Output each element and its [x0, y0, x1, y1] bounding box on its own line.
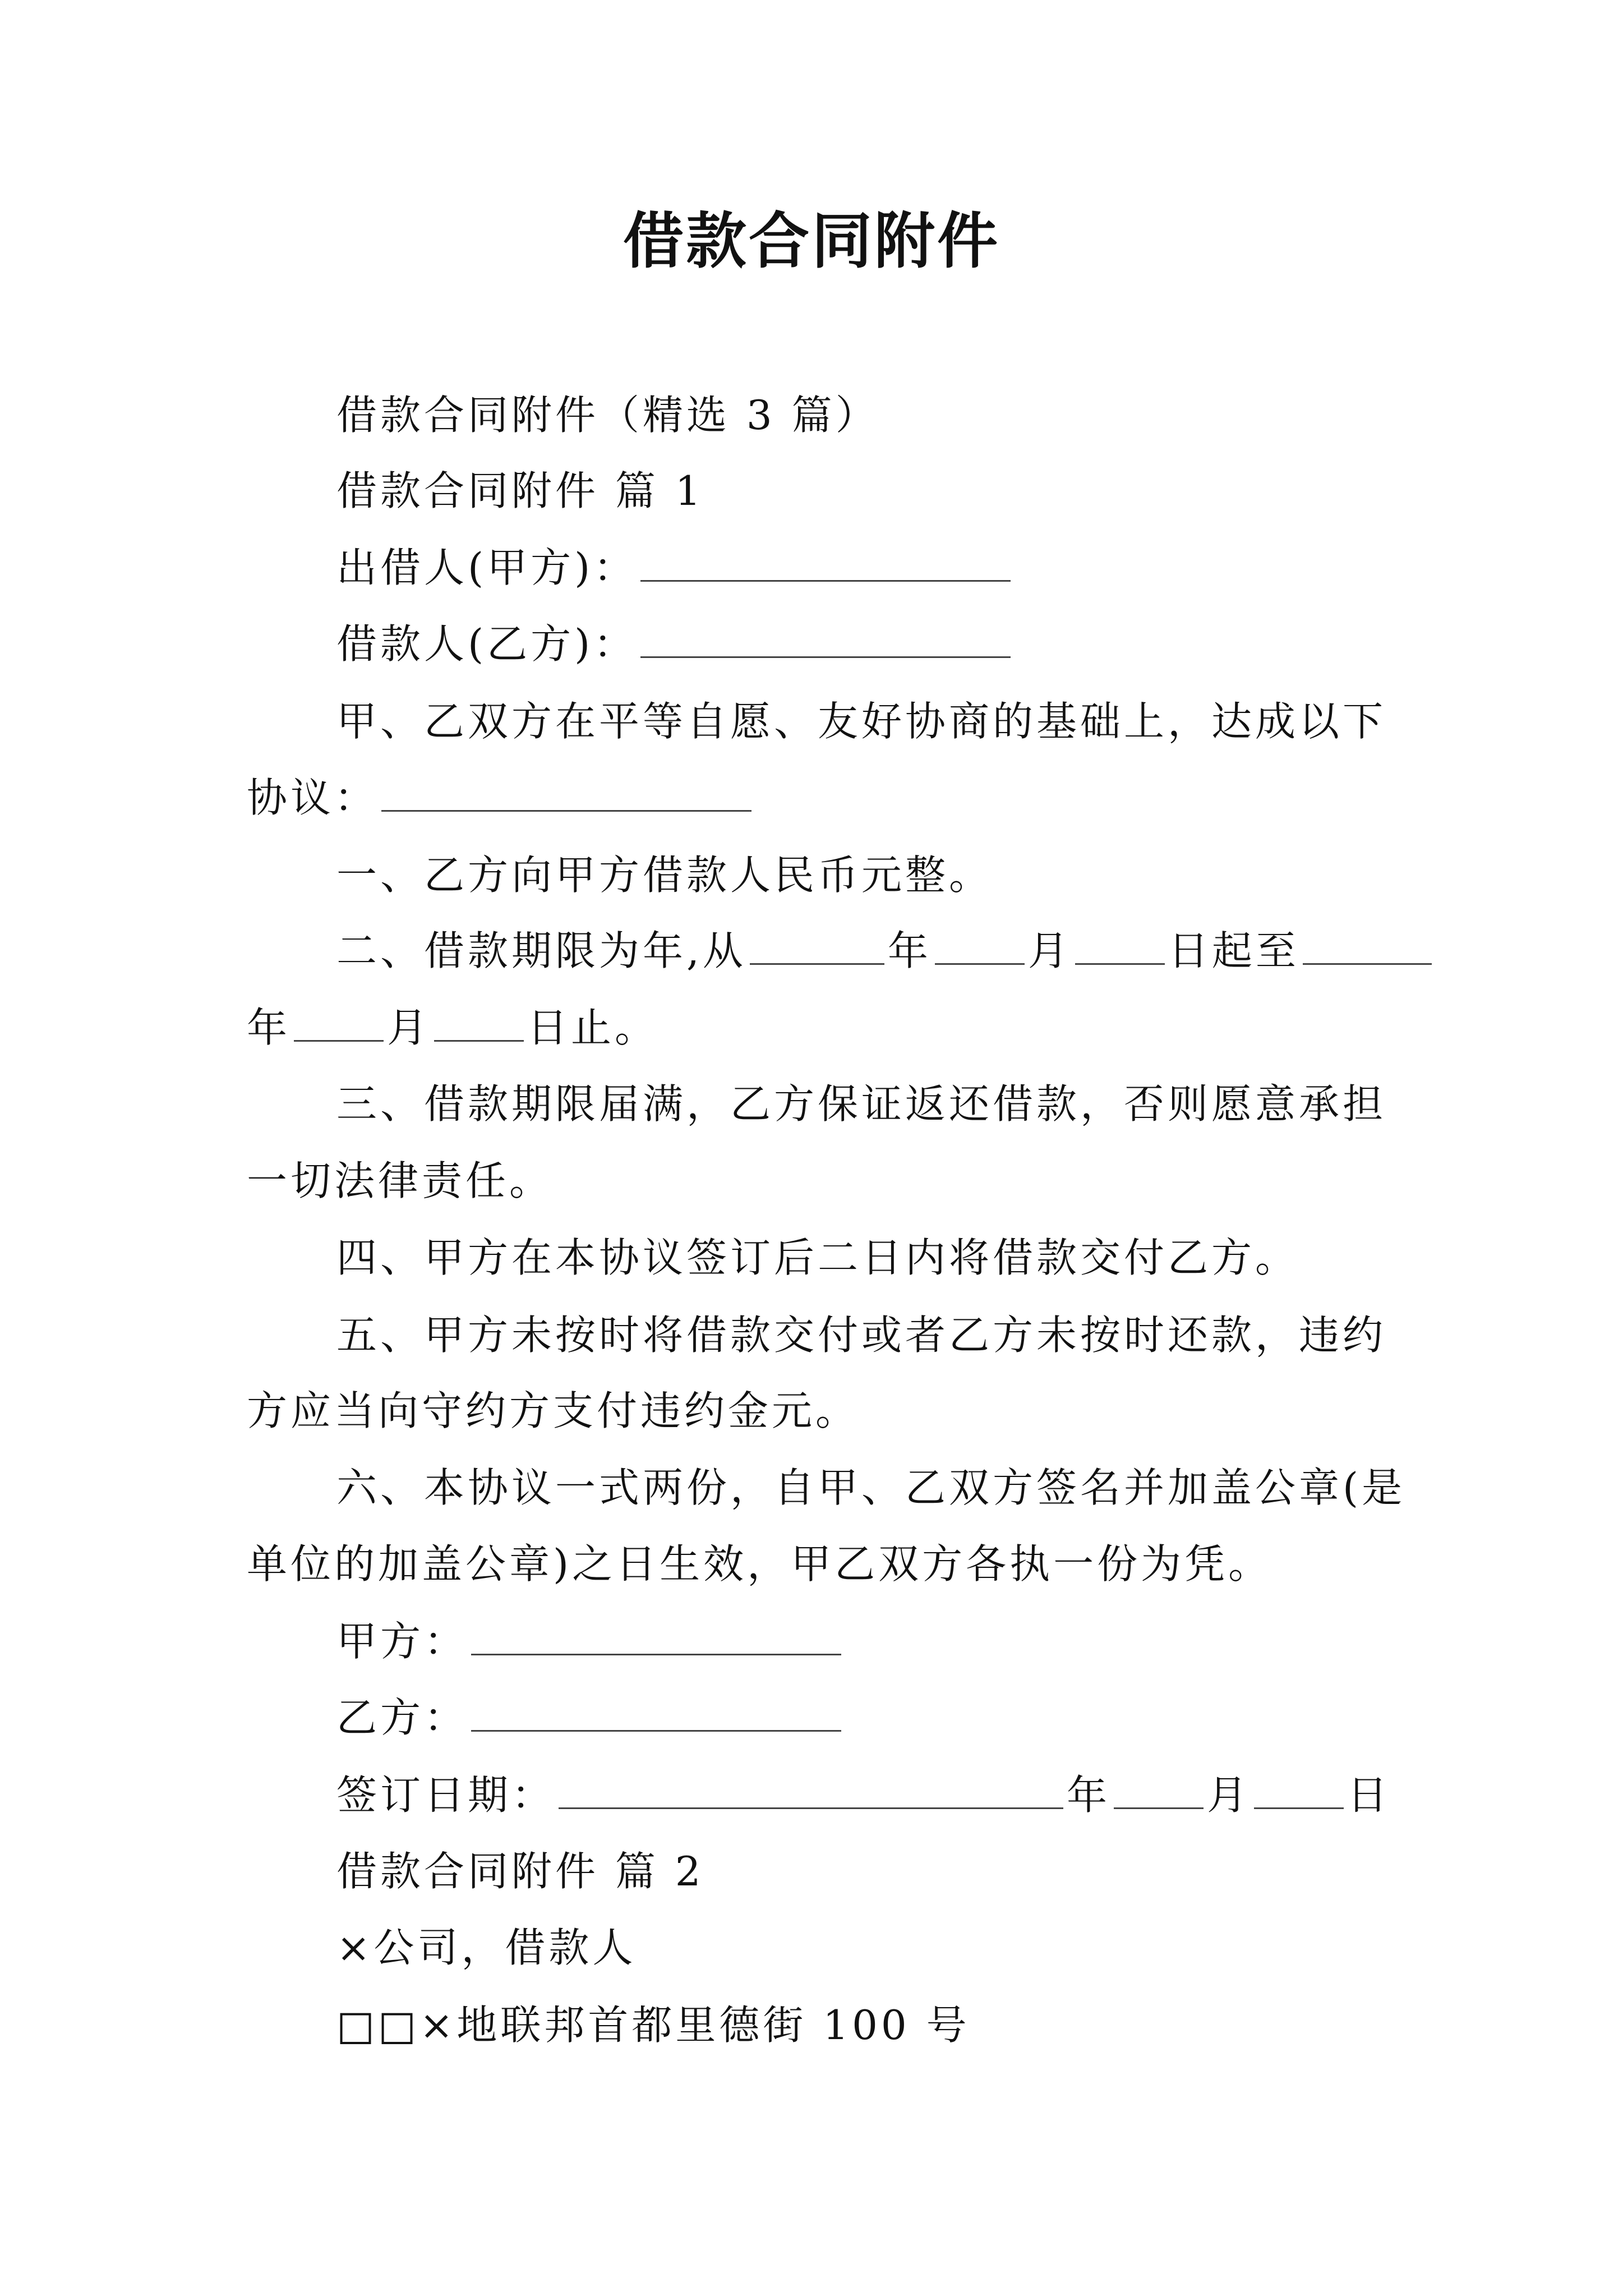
year-label-2: 年	[247, 1004, 291, 1051]
subtitle: 借款合同附件（精选 3 篇）	[336, 392, 879, 439]
signing-year-label: 年	[1067, 1772, 1111, 1819]
company-borrower-line: ×公司，借款人	[336, 1924, 637, 1971]
party-a-label: 甲方：	[336, 1618, 468, 1665]
signing-year-blank	[559, 1768, 1063, 1809]
intro-paragraph-line-1: 甲、乙双方在平等自愿、友好协商的基础上，达成以下	[336, 698, 1387, 745]
year-label: 年	[887, 927, 932, 974]
clause-5-line-2: 方应当向守约方支付违约金元。	[247, 1387, 860, 1434]
section-heading-1: 借款合同附件 篇 1	[336, 467, 704, 514]
lender-line	[336, 540, 1014, 596]
party-b-blank	[471, 1691, 841, 1732]
signing-day-blank	[1254, 1768, 1344, 1809]
signing-date-label: 签订日期：	[336, 1772, 556, 1819]
clause-2-text: 二、借款期限为年,从	[336, 927, 746, 974]
document-title: 借款合同附件	[623, 206, 1000, 277]
section-heading-2: 借款合同附件 篇 2	[336, 1848, 704, 1895]
end-month-blank	[294, 1001, 384, 1042]
start-year-blank	[750, 924, 884, 965]
clause-6-line-1: 六、本协议一式两份，自甲、乙双方签名并加盖公章(是	[336, 1464, 1406, 1511]
party-b-label: 乙方：	[336, 1694, 468, 1741]
address-line: □□×地联邦首都里德街 100 号	[336, 2001, 970, 2049]
lender-blank	[640, 541, 1011, 582]
from-day-label: 日起至	[1168, 927, 1299, 974]
signing-day-label: 日	[1347, 1772, 1391, 1819]
until-day-label: 日止。	[527, 1004, 659, 1051]
intro-paragraph-line-2	[247, 770, 755, 826]
party-a-signature-line	[336, 1613, 845, 1669]
signing-date-line	[336, 1767, 1391, 1823]
clause-3-line-1: 三、借款期限届满，乙方保证返还借款，否则愿意承担	[336, 1080, 1387, 1128]
agreement-blank	[381, 771, 751, 812]
clause-2-line-2	[247, 1000, 658, 1056]
clause-3-line-2: 一切法律责任。	[247, 1157, 554, 1204]
signing-month-blank	[1114, 1768, 1204, 1809]
clause-5-line-1: 五、甲方未按时将借款交付或者乙方未按时还款，违约	[336, 1312, 1387, 1359]
clause-2-line-1	[336, 923, 1435, 979]
start-day-blank	[1075, 924, 1165, 965]
clause-6-line-2: 单位的加盖公章)之日生效，甲乙双方各执一份为凭。	[247, 1540, 1272, 1588]
party-b-signature-line	[336, 1690, 845, 1746]
clause-1: 一、乙方向甲方借款人民币元整。	[336, 852, 993, 899]
signing-month-label: 月	[1207, 1772, 1251, 1819]
end-day-blank	[434, 1001, 524, 1042]
borrower-label: 借款人(乙方)：	[336, 620, 638, 668]
start-month-blank	[935, 924, 1025, 965]
agreement-label: 协议：	[247, 774, 379, 821]
borrower-line	[336, 616, 1014, 672]
party-a-blank	[471, 1614, 841, 1655]
clause-4: 四、甲方在本协议签订后二日内将借款交付乙方。	[336, 1234, 1299, 1281]
lender-label: 出借人(甲方)：	[336, 544, 638, 591]
month-label: 月	[1027, 927, 1072, 974]
borrower-blank	[640, 617, 1011, 658]
month-label-2: 月	[387, 1004, 431, 1051]
end-year-blank	[1303, 924, 1432, 965]
